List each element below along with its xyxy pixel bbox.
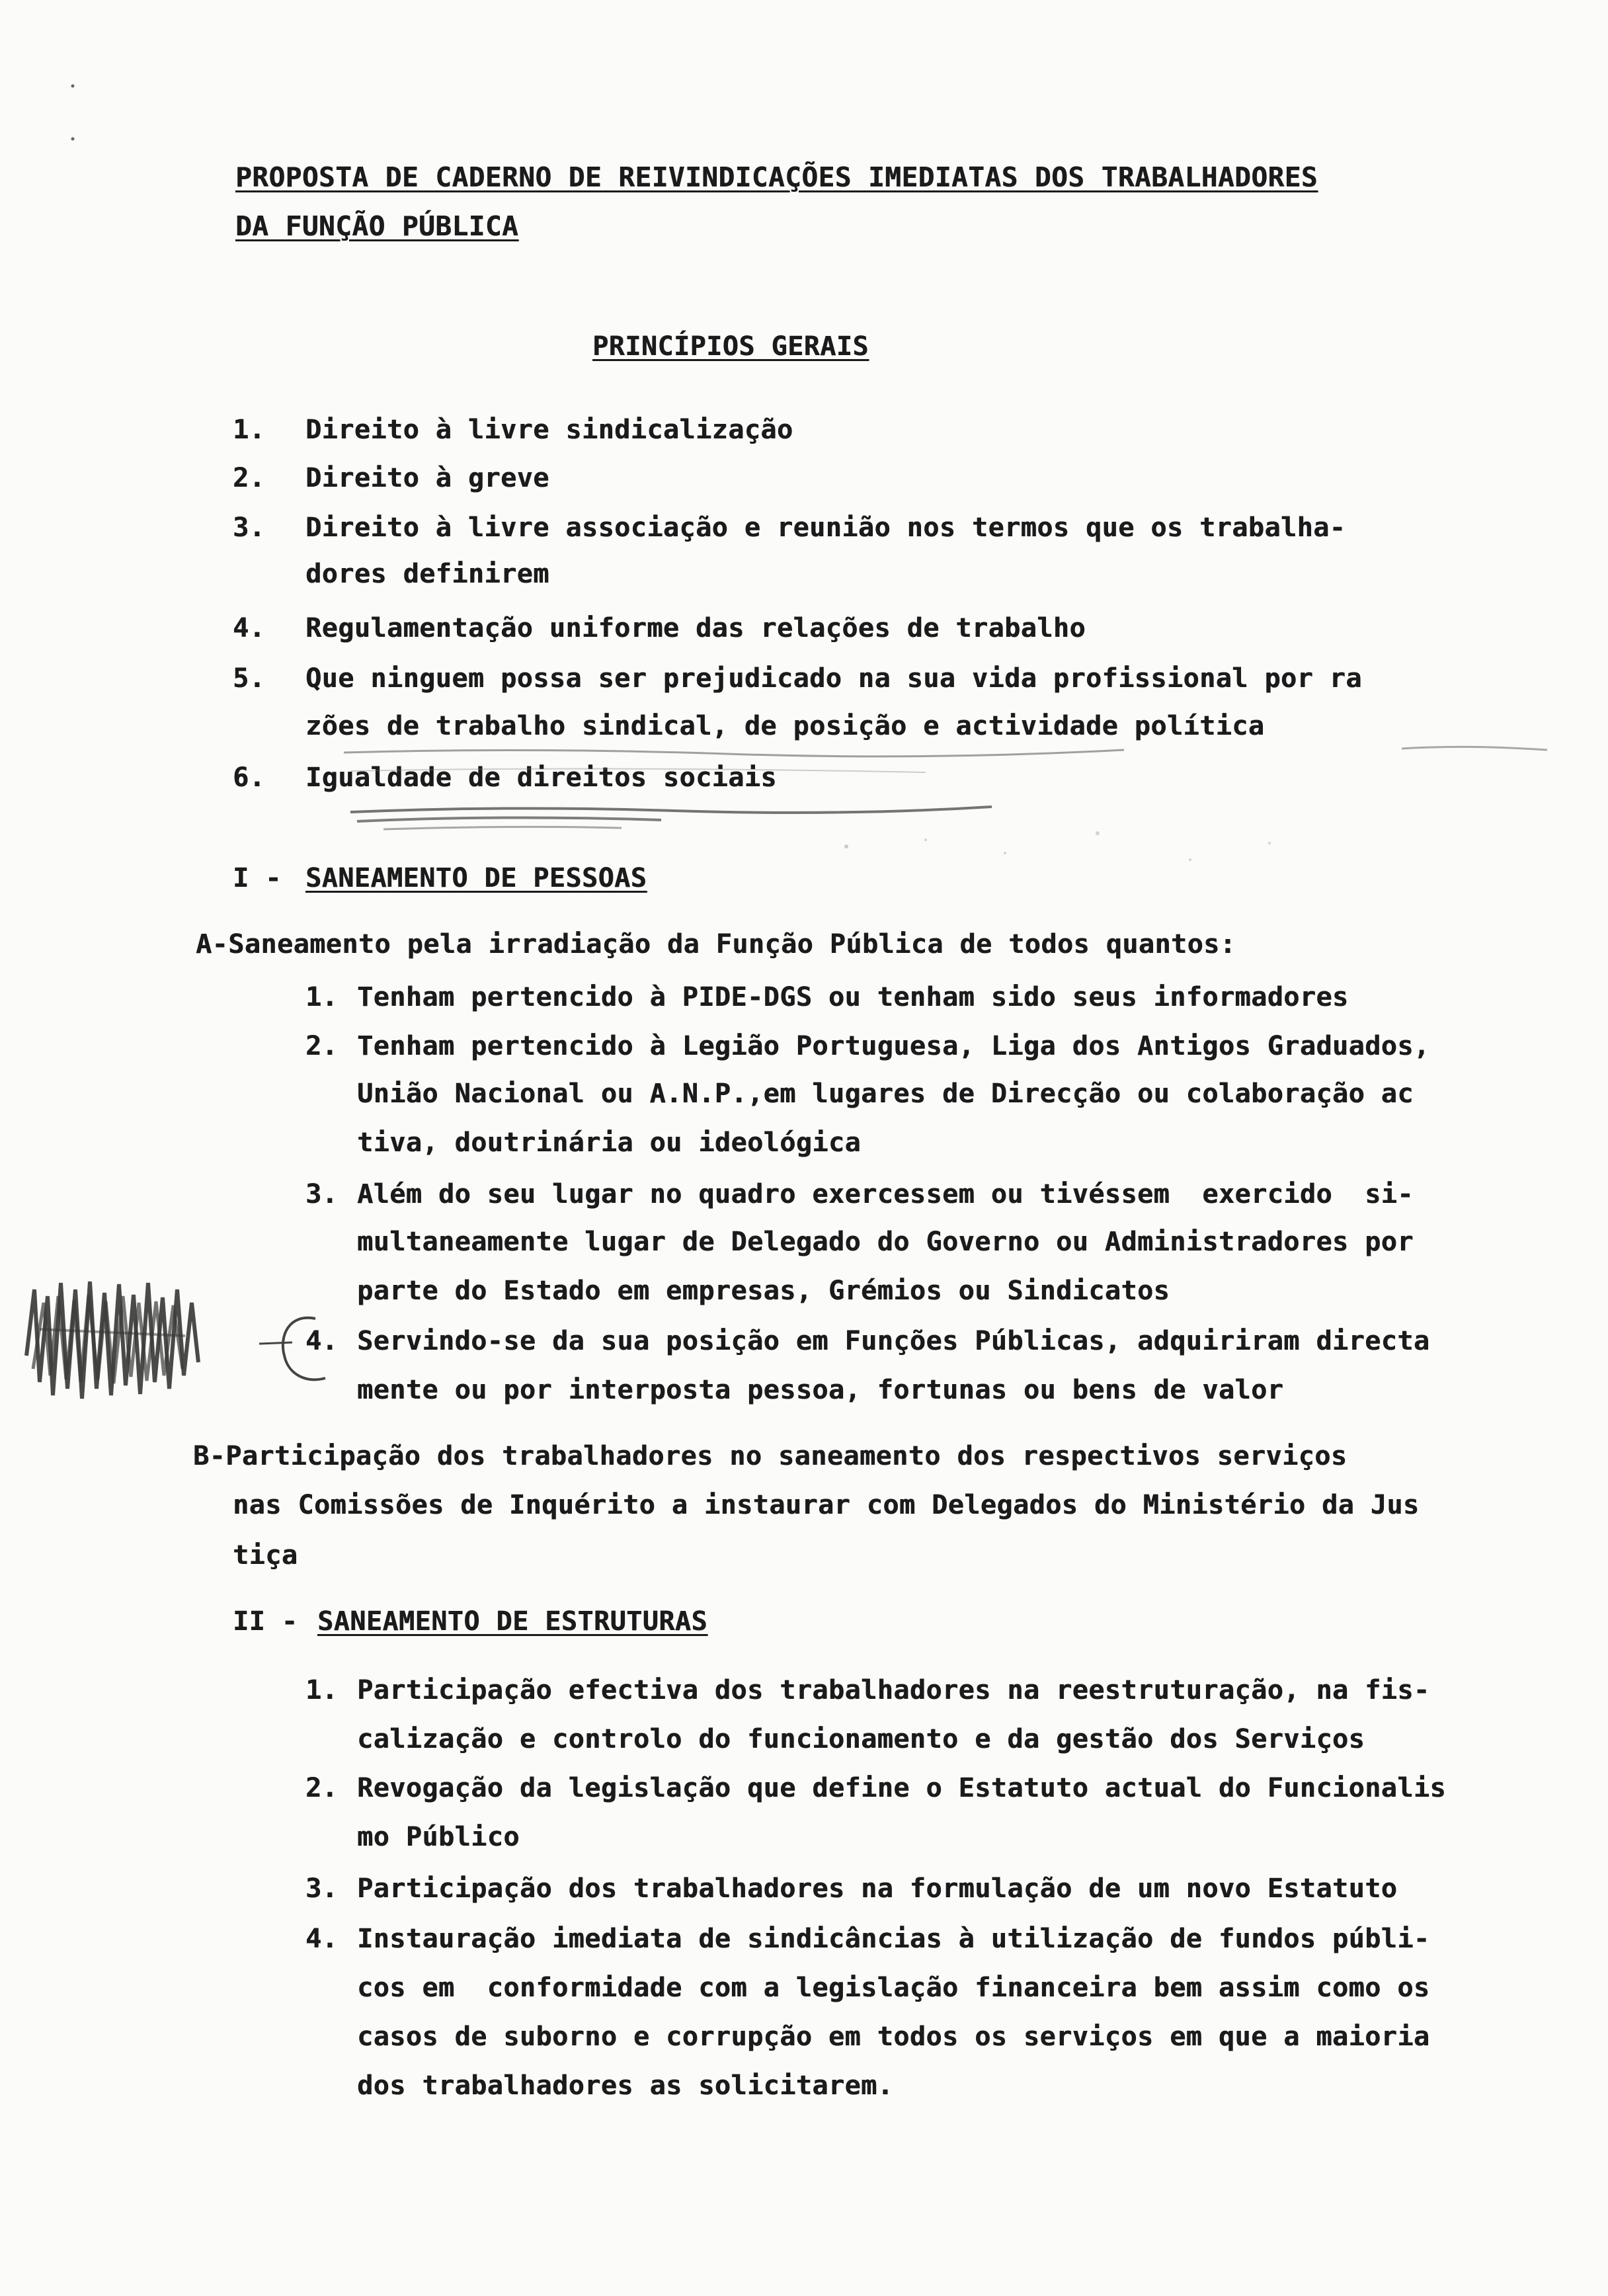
a-item-2-line-2: União Nacional ou A.N.P.,em lugares de Direcção ou colaboração ac bbox=[357, 1079, 1414, 1109]
pencil-strike-under-principio-5 bbox=[331, 733, 1560, 786]
a-item-4-line-2: mente ou por interposta pessoa, fortunas ou bens de valor bbox=[357, 1375, 1284, 1405]
principio-3-continuation: dores definirem bbox=[305, 559, 549, 589]
ii-item-3-number: 3. bbox=[305, 1873, 339, 1904]
a-item-4-number: 4. bbox=[305, 1326, 339, 1356]
ii-item-4-number: 4. bbox=[305, 1924, 339, 1954]
principio-4-number: 4. bbox=[233, 613, 266, 643]
principio-4-text: Regulamentação uniforme das relações de trabalho bbox=[305, 613, 1086, 643]
document-title-line-2: DA FUNÇÃO PÚBLICA bbox=[235, 210, 519, 242]
a-item-3-number: 3. bbox=[305, 1179, 339, 1210]
principio-6-number: 6. bbox=[233, 762, 266, 793]
faint-scan-specks bbox=[833, 807, 1296, 886]
section-1-a-intro: A-Saneamento pela irradiação da Função Pública de todos quantos: bbox=[196, 929, 1236, 960]
ii-item-4-line-4: dos trabalhadores as solicitarem. bbox=[357, 2070, 894, 2101]
principio-5-text: Que ninguem possa ser prejudicado na sua vida profissional por ra bbox=[305, 663, 1362, 694]
a-item-3-line-2: multaneamente lugar de Delegado do Governo ou Administradores por bbox=[357, 1227, 1414, 1257]
principio-2-number: 2. bbox=[233, 463, 266, 493]
ii-item-2-line-2: mo Público bbox=[357, 1822, 520, 1852]
section-1-b-line-3: tiça bbox=[233, 1540, 298, 1571]
pencil-circle-around-item-4 bbox=[253, 1309, 339, 1395]
ii-item-4-line-2: cos em conformidade com a legislação financeira bem assim como os bbox=[357, 1973, 1430, 2003]
principio-3-number: 3. bbox=[233, 512, 266, 543]
principio-3-text: Direito à livre associação e reunião nos termos que os trabalha- bbox=[305, 512, 1346, 543]
section-2-roman: II - bbox=[233, 1606, 298, 1637]
principios-heading: PRINCÍPIOS GERAIS bbox=[592, 331, 869, 362]
a-item-2-number: 2. bbox=[305, 1031, 339, 1061]
document-title-line-1: PROPOSTA DE CADERNO DE REIVINDICAÇÕES IMEDIATAS DOS TRABALHADORES bbox=[235, 161, 1318, 193]
ii-item-2-number: 2. bbox=[305, 1773, 339, 1803]
principio-2-text: Direito à greve bbox=[305, 463, 549, 493]
section-1-roman: I - bbox=[233, 863, 282, 893]
section-1-heading: SANEAMENTO DE PESSOAS bbox=[305, 863, 647, 893]
a-item-1-number: 1. bbox=[305, 982, 339, 1012]
a-item-3-line-1: Além do seu lugar no quadro exercessem ou tivéssem exercido si- bbox=[357, 1179, 1414, 1210]
pencil-scribble-in-margin bbox=[20, 1263, 212, 1409]
ii-item-3-line-1: Participação dos trabalhadores na formulação de um novo Estatuto bbox=[357, 1873, 1398, 1904]
ii-item-1-line-1: Participação efectiva dos trabalhadores na reestruturação, na fis- bbox=[357, 1675, 1430, 1705]
a-item-4-line-1: Servindo-se da sua posição em Funções Públicas, adquiriram directa bbox=[357, 1326, 1430, 1356]
ii-item-4-line-3: casos de suborno e corrupção em todos os serviços em que a maioria bbox=[357, 2022, 1430, 2052]
principio-5-number: 5. bbox=[233, 663, 266, 694]
principio-1-number: 1. bbox=[233, 415, 266, 445]
ii-item-1-number: 1. bbox=[305, 1675, 339, 1705]
section-2-heading: SANEAMENTO DE ESTRUTURAS bbox=[317, 1606, 707, 1637]
section-1-b-line-2: nas Comissões de Inquérito a instaurar com Delegados do Ministério da Jus bbox=[233, 1490, 1420, 1520]
a-item-3-line-3: parte do Estado em empresas, Grémios ou Sindicatos bbox=[357, 1276, 1170, 1306]
a-item-2-line-3: tiva, doutrinária ou ideológica bbox=[357, 1128, 862, 1158]
margin-dots bbox=[66, 73, 145, 152]
section-1-b-line-1: B-Participação dos trabalhadores no saneamento dos respectivos serviços bbox=[193, 1441, 1347, 1471]
ii-item-1-line-2: calização e controlo do funcionamento e da gestão dos Serviços bbox=[357, 1724, 1365, 1754]
a-item-1-line-1: Tenham pertencido à PIDE-DGS ou tenham sido seus informadores bbox=[357, 982, 1349, 1012]
ii-item-4-line-1: Instauração imediata de sindicâncias à utilização de fundos públi- bbox=[357, 1924, 1430, 1954]
principio-5-continuation: zões de trabalho sindical, de posição e actividade política bbox=[305, 711, 1265, 741]
principio-6-text: Igualdade de direitos sociais bbox=[305, 762, 777, 793]
principio-1-text: Direito à livre sindicalização bbox=[305, 415, 793, 445]
a-item-2-line-1: Tenham pertencido à Legião Portuguesa, Liga dos Antigos Graduados, bbox=[357, 1031, 1430, 1061]
ii-item-2-line-1: Revogação da legislação que define o Estatuto actual do Funcionalis bbox=[357, 1773, 1446, 1803]
